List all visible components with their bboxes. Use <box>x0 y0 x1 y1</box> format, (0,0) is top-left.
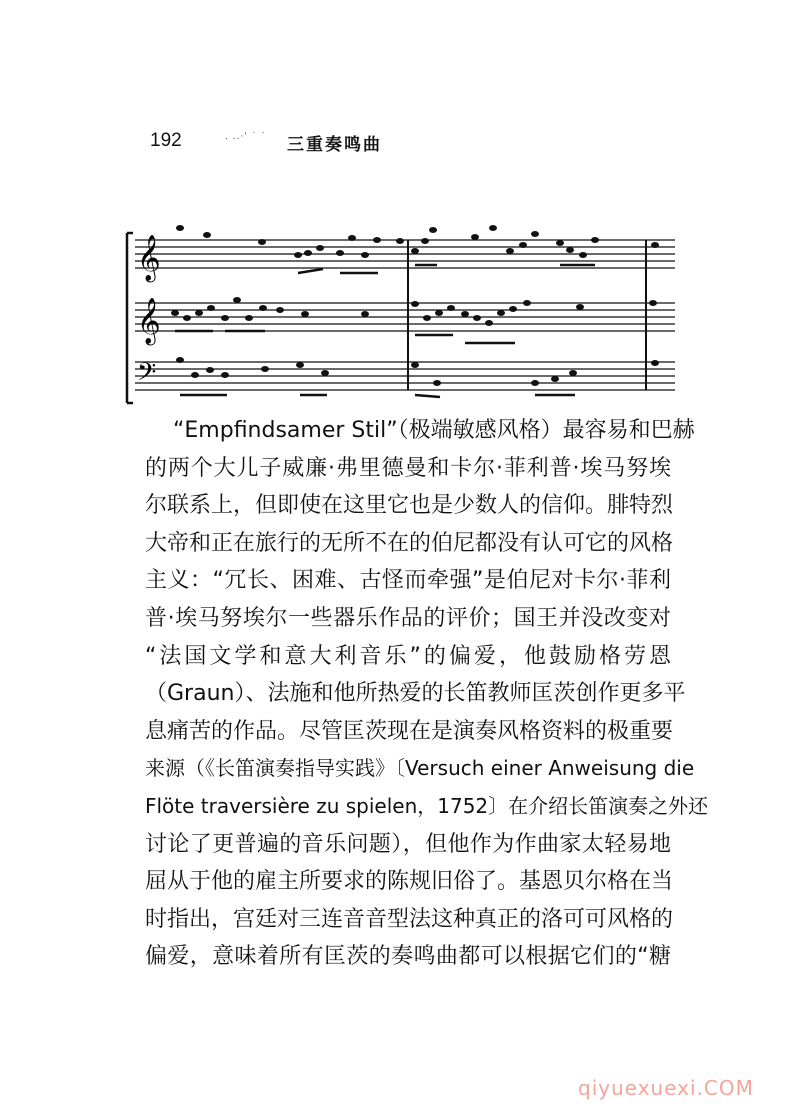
text-line: 来源（《长笛演奏指导实践》〔Versuch einer Anweisung die <box>145 756 695 781</box>
text-line: Flöte traversière zu spielen，1752〕在介绍长笛演奏之外还 <box>145 793 709 818</box>
page-number: 192 <box>150 130 182 151</box>
treble-clef-icon: 𝄞 <box>137 235 161 281</box>
decorative-dots: . ..·' ˙ ˙ <box>225 132 267 142</box>
text-line: 大帝和正在旅行的无所不在的伯尼都没有认可它的风格 <box>145 530 674 556</box>
running-title: 三重奏鸣曲 <box>287 135 382 155</box>
text-line: “Empfindsamer Stil”（极端敏感风格）最容易和巴赫 <box>173 418 695 443</box>
treble-clef-icon: 𝄞 <box>137 298 161 344</box>
text-line: 讨论了更普遍的音乐问题），但他作为作曲家太轻易地 <box>145 831 671 857</box>
text-line: （Graun）、法施和他所热爱的长笛教师匡茨创作更多平 <box>145 681 686 707</box>
bass-clef-icon: 𝄢 <box>137 358 157 393</box>
text-line: 尔联系上，但即使在这里它也是少数人的信仰。腓特烈 <box>145 493 674 519</box>
text-line: 普·埃马努埃尔一些器乐作品的评价；国王并没改变对 <box>145 605 671 631</box>
text-line: 屈从于他的雇主所要求的陈规旧俗了。基恩贝尔格在当 <box>145 869 674 895</box>
text-line: 偏爱，意味着所有匡茨的奏鸣曲都可以根据它们的“糖 <box>145 944 671 970</box>
text-line: 息痛苦的作品。尽管匡茨现在是演奏风格资料的极重要 <box>145 718 674 744</box>
text-line: 主义：“冗长、困难、古怪而牵强”是伯尼对卡尔·菲利 <box>145 568 671 594</box>
text-line: 的两个大儿子威廉·弗里德曼和卡尔·菲利普·埃马努埃 <box>145 455 671 481</box>
staff-lines <box>135 240 675 390</box>
text-line: “法国文学和意大利音乐”的偏爱，他鼓励格劳恩 <box>145 643 671 669</box>
music-score <box>115 215 675 410</box>
text-line: 时指出，宫廷对三连音音型法这种真正的洛可可风格的 <box>145 906 674 932</box>
watermark: qiyuexuexi.COM <box>578 1076 754 1100</box>
body-text <box>145 412 709 976</box>
system-bracket <box>127 233 133 403</box>
